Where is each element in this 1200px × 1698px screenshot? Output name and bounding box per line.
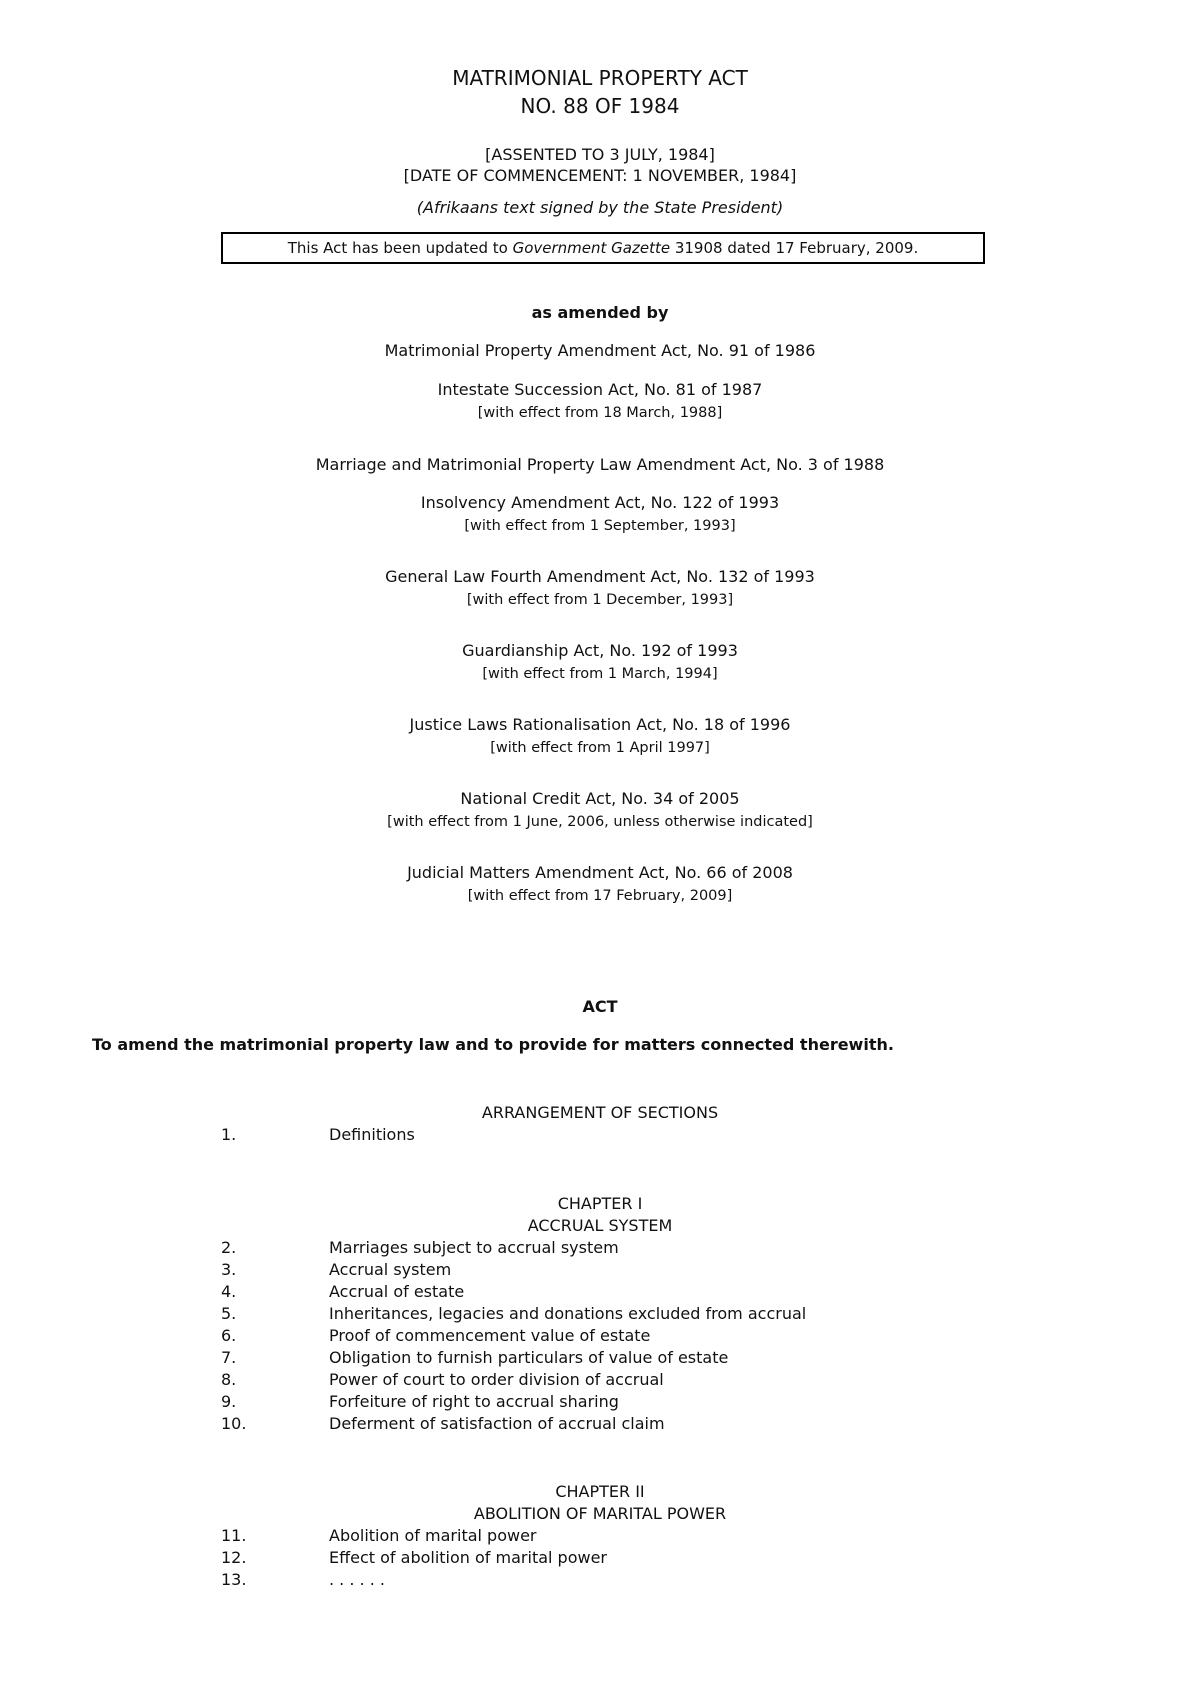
amending-act-effect: [with effect from 1 June, 2006, unless otherwise indicated]: [387, 814, 813, 830]
amending-act-name: Judicial Matters Amendment Act, No. 66 of 2008: [407, 863, 793, 882]
section-title: Deferment of satisfaction of accrual claim: [329, 1414, 665, 1433]
toc-row: [0, 1370, 1200, 1392]
amending-act-name: General Law Fourth Amendment Act, No. 132 of 1993: [385, 567, 815, 586]
assent-date: [ASSENTED TO 3 JULY, 1984]: [485, 145, 715, 164]
amending-act-effect: [with effect from 1 September, 1993]: [464, 518, 736, 534]
section-number: 2.: [221, 1238, 237, 1257]
section-title: Obligation to furnish particulars of value of estate: [329, 1348, 729, 1367]
toc-row: [0, 1304, 1200, 1326]
toc-row: [0, 1238, 1200, 1260]
section-title: Effect of abolition of marital power: [329, 1548, 607, 1567]
amending-act-name: Matrimonial Property Amendment Act, No. 91 of 1986: [384, 341, 816, 360]
amending-act-effect: [with effect from 1 April 1997]: [490, 740, 710, 756]
section-title: . . . . . .: [329, 1570, 385, 1589]
toc-row: [0, 1392, 1200, 1414]
amending-act-name: Justice Laws Rationalisation Act, No. 18 of 1996: [409, 715, 791, 734]
section-number: 6.: [221, 1326, 237, 1345]
notice-gazette: Government Gazette: [512, 239, 671, 257]
section-number: 1.: [221, 1125, 237, 1144]
update-notice: [221, 232, 985, 264]
section-title: Accrual of estate: [329, 1282, 465, 1301]
section-number: 9.: [221, 1392, 237, 1411]
notice-prefix: This Act has been updated to: [287, 239, 513, 257]
section-number: 13.: [221, 1570, 247, 1589]
toc-row: [0, 1526, 1200, 1548]
notice-suffix: 31908 dated 17 February, 2009.: [670, 239, 919, 257]
toc-row: [0, 1348, 1200, 1370]
commencement-date: [DATE OF COMMENCEMENT: 1 NOVEMBER, 1984]: [403, 166, 797, 185]
section-number: 10.: [221, 1414, 247, 1433]
amended-by-heading: as amended by: [531, 303, 669, 322]
section-title: Definitions: [329, 1125, 415, 1144]
section-number: 7.: [221, 1348, 237, 1367]
toc-row: [0, 1548, 1200, 1570]
act-heading: ACT: [582, 997, 618, 1016]
amending-act-name: National Credit Act, No. 34 of 2005: [460, 789, 740, 808]
section-title: Abolition of marital power: [329, 1526, 537, 1545]
amending-act-effect: [with effect from 18 March, 1988]: [477, 405, 723, 421]
section-title: Accrual system: [329, 1260, 452, 1279]
amending-act-name: Marriage and Matrimonial Property Law Amendment Act, No. 3 of 1988: [315, 455, 885, 474]
amending-act-name: Insolvency Amendment Act, No. 122 of 1993: [420, 493, 780, 512]
toc-row: [0, 1282, 1200, 1304]
section-title: Inheritances, legacies and donations excluded from accrual: [329, 1304, 807, 1323]
toc-row: [0, 1125, 1200, 1147]
chapter-label: CHAPTER II: [555, 1482, 645, 1501]
toc-row: [0, 1414, 1200, 1436]
section-number: 12.: [221, 1548, 247, 1567]
act-number: NO. 88 OF 1984: [520, 94, 680, 118]
amending-act-effect: [with effect from 1 December, 1993]: [466, 592, 734, 608]
section-number: 5.: [221, 1304, 237, 1323]
amending-act-name: Intestate Succession Act, No. 81 of 1987: [437, 380, 763, 399]
toc-row: [0, 1326, 1200, 1348]
section-title: Marriages subject to accrual system: [329, 1238, 619, 1257]
toc-row: [0, 1570, 1200, 1592]
chapter-name: ABOLITION OF MARITAL POWER: [473, 1504, 727, 1523]
toc-row: [0, 1260, 1200, 1282]
section-title: Power of court to order division of accrual: [329, 1370, 664, 1389]
chapter-label: CHAPTER I: [557, 1194, 643, 1213]
section-number: 11.: [221, 1526, 247, 1545]
section-number: 8.: [221, 1370, 237, 1389]
amending-act-effect: [with effect from 17 February, 2009]: [467, 888, 733, 904]
section-number: 3.: [221, 1260, 237, 1279]
chapter-name: ACCRUAL SYSTEM: [527, 1216, 673, 1235]
afrikaans-note: (Afrikaans text signed by the State President): [416, 198, 784, 217]
act-purpose: To amend the matrimonial property law and to provide for matters connected therewith.: [92, 1035, 894, 1054]
section-title: Proof of commencement value of estate: [329, 1326, 651, 1345]
amending-act-effect: [with effect from 1 March, 1994]: [482, 666, 718, 682]
amending-act-name: Guardianship Act, No. 192 of 1993: [462, 641, 738, 660]
act-title: MATRIMONIAL PROPERTY ACT: [452, 66, 748, 90]
section-number: 4.: [221, 1282, 237, 1301]
section-title: Forfeiture of right to accrual sharing: [329, 1392, 619, 1411]
arrangement-heading: ARRANGEMENT OF SECTIONS: [481, 1103, 719, 1122]
